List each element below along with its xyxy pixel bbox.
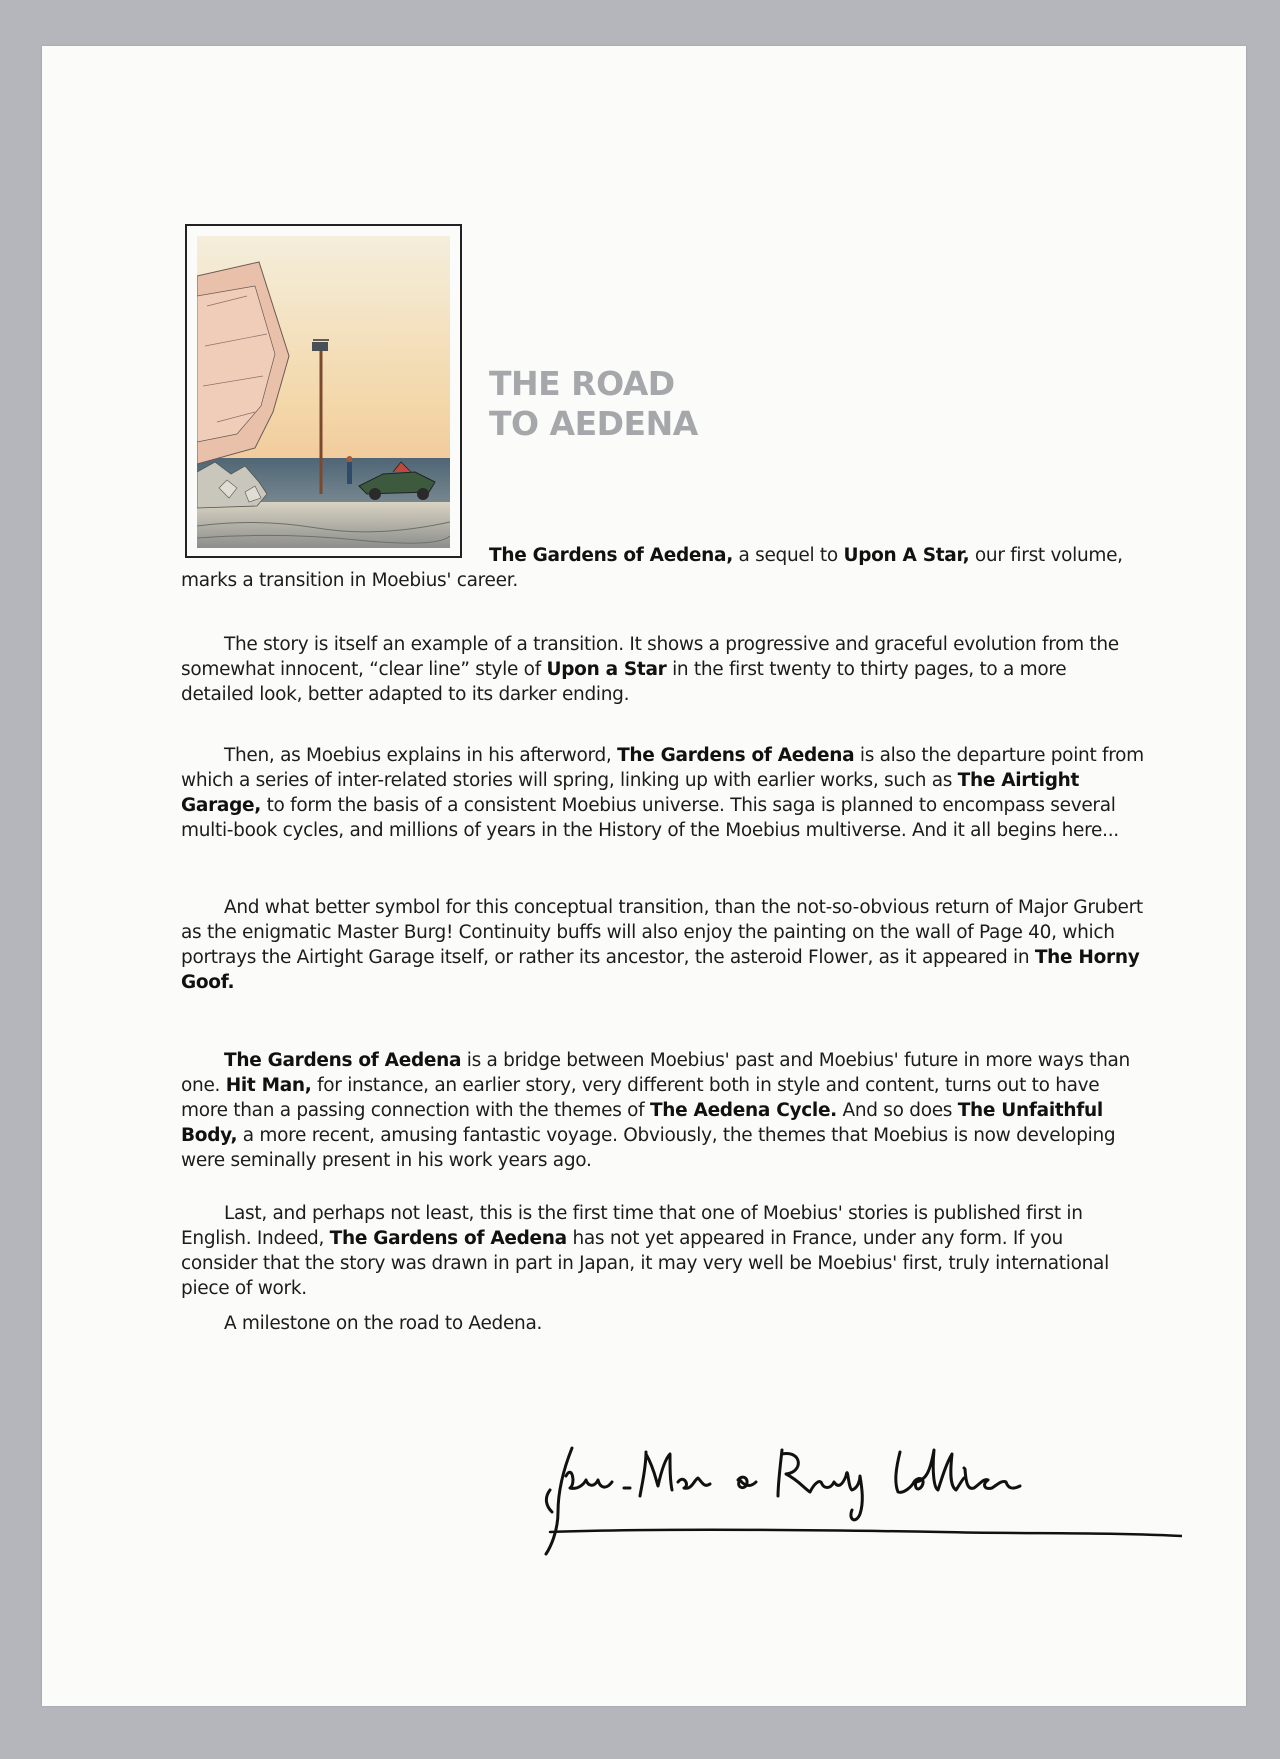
title-gardens-of-aedena: The Gardens of Aedena, (489, 545, 733, 566)
page-title (489, 364, 698, 444)
desert-landscape-illustration (197, 236, 450, 548)
text-run: The story is itself an example of a transition. It shows a progressive and graceful evolution from the somewhat innocent, “clear line” style of (181, 634, 1119, 680)
title-upon-a-star: Upon a Star (546, 659, 667, 680)
text-run: in the first twenty to thirty pages, to a more detailed look, better adapted to its darker ending. (181, 659, 1067, 705)
title-gardens-of-aedena: The Gardens of Aedena (329, 1228, 567, 1249)
text-run: our first volume, (969, 545, 1123, 566)
paragraph-transition (181, 632, 1141, 707)
paragraph-milestone (181, 1311, 1161, 1336)
title-unfaithful-body: The Unfaithful Body, (181, 1100, 1103, 1146)
title-aedena-cycle: The Aedena Cycle. (649, 1100, 837, 1121)
paragraph-intro (181, 543, 1161, 593)
title-gardens-of-aedena: The Gardens of Aedena (224, 1050, 462, 1071)
title-upon-a-star: Upon A Star, (843, 545, 970, 566)
paragraph-symbol (181, 895, 1151, 995)
text-run: a sequel to (732, 545, 844, 566)
cover-illustration (185, 224, 462, 558)
paragraph-afterword (181, 743, 1151, 843)
title-line-1: THE ROAD (489, 364, 675, 403)
text-run: a more recent, amusing fantastic voyage. Obviously, the themes that Moebius is now developing were seminally present in his work years ago. (181, 1125, 1116, 1171)
handwritten-signature (542, 1428, 1182, 1558)
text-run: Then, as Moebius explains in his afterword, (224, 745, 618, 766)
text-run: A milestone on the road to Aedena. (224, 1313, 543, 1334)
text-run: for instance, an earlier story, very different both in style and content, turns out to have more than a passing connection with the themes of (181, 1075, 1100, 1121)
page-sheet (42, 46, 1246, 1706)
text-run: marks a transition in Moebius' career. (181, 570, 518, 591)
text-run: Last, and perhaps not least, this is the first time that one of Moebius' stories is published first in English. Indeed, (181, 1203, 1083, 1249)
text-run: is a bridge between Moebius' past and Moebius' future in more ways than one. (181, 1050, 1130, 1096)
title-line-2: TO AEDENA (489, 404, 698, 443)
title-hit-man: Hit Man, (225, 1075, 312, 1096)
text-run: is also the departure point from which a series of inter-related stories will spring, linking up with earlier works, such as (181, 745, 1144, 791)
text-run: And so does (836, 1100, 958, 1121)
title-horny-goof: The Horny Goof. (181, 947, 1140, 993)
paragraph-first-english (181, 1201, 1141, 1301)
text-run: And what better symbol for this conceptual transition, than the not-so-obvious return of Major Grubert as the enigmatic Master Burg! Continuity buffs will also enjoy the painting on the wall of Page 40, which portrays the Airtight Garage itself, or rather its ancestor, the asteroid Flower, as it appeared in (181, 897, 1143, 968)
text-run: to form the basis of a consistent Moebius universe. This saga is planned to encompass several multi-book cycles, and millions of years in the History of the Moebius multiverse. And it all begins here... (181, 795, 1119, 841)
paragraph-bridge (181, 1048, 1131, 1173)
title-gardens-of-aedena: The Gardens of Aedena (617, 745, 855, 766)
title-airtight-garage: The Airtight Garage, (181, 770, 1080, 816)
text-run: has not yet appeared in France, under any form. If you consider that the story was drawn in part in Japan, it may very well be Moebius' first, truly international piece of work. (181, 1228, 1109, 1299)
